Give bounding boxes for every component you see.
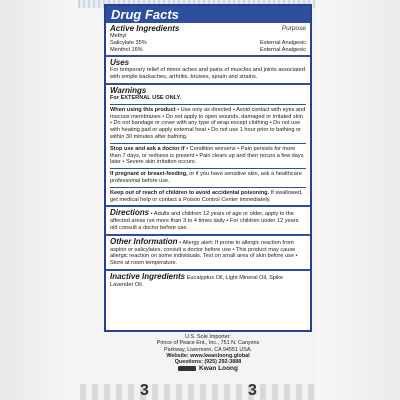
tube-numeral-right: 3 xyxy=(248,382,257,399)
inactive-ingredients-text: Eucalyptus Oil, Light Mineral Oil, Spike Lavender Oil. xyxy=(110,274,284,288)
when-using-block xyxy=(110,107,306,141)
tube-bottom-crimp xyxy=(80,384,316,400)
warnings-divider-1 xyxy=(110,104,306,105)
ingredient-1-line1: Methyl xyxy=(110,33,127,39)
uses-text: For temporary relief of minor aches and pains of muscles and joints associated with simple backaches, arthritis, bruises, sprain and strains. xyxy=(110,67,305,81)
directions-section xyxy=(106,205,310,233)
brand-mark xyxy=(104,366,312,373)
other-information-heading: Other Information xyxy=(110,236,178,246)
directions-text: • Adults and children 12 years of age or older, apply to the affected areas not more than 3 to 4 times daily • For children under 12 years old consult a doctor before use. xyxy=(110,211,299,231)
when-using-label: When using this product xyxy=(110,106,176,113)
ingredient-1-purpose: External Analgesic xyxy=(259,39,306,46)
warnings-divider-2 xyxy=(110,143,306,144)
drug-facts-title: Drug Facts xyxy=(111,7,179,22)
active-ingredients-section xyxy=(106,23,310,55)
inactive-ingredients-heading: Inactive Ingredients xyxy=(110,271,186,281)
importer-line-2: Prince of Peace Ent., Inc., 751 N. Canyons xyxy=(156,340,260,347)
ingredient-2-name: Menthol 16% xyxy=(110,46,143,53)
pregnant-label: If pregnant or breast-feeding, xyxy=(110,171,188,178)
uses-section xyxy=(106,55,310,83)
inactive-ingredients-section xyxy=(106,269,310,291)
pregnant-block xyxy=(110,171,306,185)
warnings-divider-4 xyxy=(110,187,306,188)
when-using-text: • Use only as directed • Avoid contact with eyes and mucous membranes • Do not apply to open wounds, damaged or irritated skin • Do not bandage or cover with any type of wrap except clothing • Do not use with heating pad or apply external heat • Do not use 1 hour prior to bathing or within 30 minutes after bathing. xyxy=(110,106,306,140)
stop-use-text: • Condition worsens • Pain persists for more than 7 days, or redness is present • Pain clears up and then recurs a few days later • Severe skin irritation occurs. xyxy=(110,145,304,166)
active-ingredients-heading: Active Ingredients xyxy=(110,24,180,33)
purpose-label: Purpose xyxy=(281,25,306,32)
brand-logo-icon xyxy=(178,366,196,371)
warnings-section xyxy=(106,83,310,205)
importer-website: Website: www.kwanloong.global xyxy=(166,352,250,359)
importer-line-3: Parkway, Livermore, CA 94551 USA. xyxy=(164,346,252,353)
keep-out-label: Keep out of reach of children to avoid accidental poisoning. xyxy=(110,189,270,196)
keep-out-block xyxy=(110,190,306,204)
keep-out-text: If swallowed, get medical help or contact a Poison Control Center immediately. xyxy=(110,189,303,203)
uses-heading: Uses xyxy=(110,58,130,68)
drug-facts-panel xyxy=(104,4,312,332)
brand-name: Kwan Loong xyxy=(199,365,238,373)
warnings-divider-3 xyxy=(110,168,306,169)
ingredient-1-name: Salicylate 35% xyxy=(110,39,147,46)
inactive-ingredients-block xyxy=(110,272,306,289)
tube-right-edge xyxy=(316,0,400,400)
pregnant-text: or if you have sensitive skin, ask a healthcare professional before use. xyxy=(110,171,302,184)
stop-use-label: Stop use and ask a doctor if xyxy=(110,145,185,152)
other-information-section xyxy=(106,234,310,269)
tube-left-edge xyxy=(0,0,78,400)
ingredient-1-row xyxy=(110,40,306,47)
importer-info xyxy=(104,334,312,373)
directions-block xyxy=(110,208,306,231)
tube-numeral-left: 3 xyxy=(140,382,149,399)
external-use-text: For EXTERNAL USE ONLY. xyxy=(110,94,182,101)
drug-facts-header xyxy=(106,6,310,23)
ingredient-2-row xyxy=(110,47,306,54)
importer-line-1: U.S. Sole Importer: xyxy=(185,334,231,340)
other-information-block xyxy=(110,237,306,267)
importer-questions: Questions: (925) 292-3888 xyxy=(174,359,242,366)
stop-use-block xyxy=(110,146,306,166)
ingredient-2-purpose: External Analgesic xyxy=(259,46,306,53)
other-information-text: • Allergy alert: If prone to allergic reaction from aspirin or salicylates, consult a doctor before use • This product may cause allergic reaction on some individuals. Test on small area of skin before use • Store at room temperature. xyxy=(110,239,298,267)
warnings-heading: Warnings xyxy=(110,85,147,95)
directions-heading: Directions xyxy=(110,208,150,218)
